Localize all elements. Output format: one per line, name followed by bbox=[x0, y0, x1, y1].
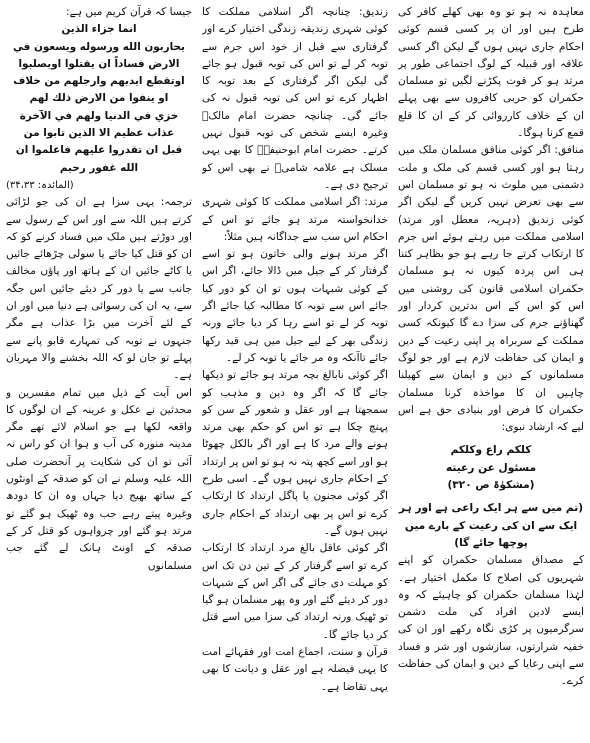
paragraph-murtad: مرتد: اگر اسلامی مملکت کا کوئی شہری خدانخواستہ مرتد ہو جائے تو اس کے احکام اس سب سے جداگانہ ہیں مثلاً: bbox=[202, 196, 388, 243]
quran-verse bbox=[6, 21, 192, 177]
paragraph: معاہدہ نہ ہو تو وہ بھی کھلے کافر کی طرح ہیں اور ان پر کسی قسم کوئی احکام جاری نہیں ہوں گے لیکن اگر کسی علاقہ اور قبیلہ کے لوگ اجتماعی طور پر مرتد ہو کر قوت پکڑنے لگیں تو مسلمان حکمران کو حربی کافروں سے بھی پہلے ان کے خلاف کارروائی کر کے ان کا قلع قمع کرنا ہوگا۔ bbox=[398, 6, 584, 140]
paragraph-tafsir: اس آیت کے ذیل میں تمام مفسرین و محدثین نے عکل و عرینہ کے ان لوگوں کا واقعہ لکھا ہے جو اسلام لائے تھے مگر مدینہ منورہ کی آب و ہوا ان کو راس نہ آئی تو ان کی شکایت پر آنحضرت صلی اللہ علیہ وسلم نے ان کو صدقہ کے اونٹوں کے ساتھ بھیج دیا جہاں وہ ان کا دودھ وغیرہ پیتے رہے جب وہ ٹھیک ہو گئے تو مرتد ہو گئے اور چرواہوں کو قتل کر کے صدقہ کے اونٹ ہانک لے گئے جب مسلمانوں bbox=[6, 386, 192, 572]
paragraph-minor: اگر کوئی نابالغ بچہ مرتد ہو جائے تو دیکھا جائے گا کہ اگر وہ دین و مذہب کو سمجھتا ہے اور عقل و شعور کے سن کو پہنچ چکا ہے تو اس کو حکم بھی مرتد ہونے والے مرد کا ہے اور اگر بالکل چھوٹا ہو اور اسے کچھ پتہ نہ ہو تو اس پر ارتداد کے احکام جاری نہیں ہوں گے۔ اسی طرح اگر کوئی مجنون یا پاگل ارتداد کا ارتکاب کرے تو اس پر بھی ارتداد کے احکام جاری نہیں ہوں گے۔ bbox=[202, 369, 388, 537]
paragraph-zindiq: زندیق: چنانچہ اگر اسلامی مملکت کا کوئی شہری زندیقہ زندگی اختیار کرے اور گرفتاری سے قبل از خود اس جرم سے توبہ کر لے تو اس کی توبہ قبول ہو جائے گی لیکن اگر گرفتاری کے بعد توبہ کا اظہار کرے تو اس کی توبہ قبول نہ کی جائے گی۔ چنانچہ حضرت امام مالکؒ وغیرہ ایسے شخص کی توبہ قبول نہیں کرتے۔ حضرت امام ابوحنیفہؒ کا بھی یہی مسلک ہے علامہ شامیؒ نے بھی اس کو ترجیح دی ہے۔ bbox=[202, 6, 388, 191]
paragraph-consensus: قرآن و سنت، اجماع امت اور فقہائے امت کا یہی فیصلہ ہے اور عقل و دیانت کا بھی یہی تقاضا ہے۔ bbox=[202, 645, 388, 693]
hadith-arabic bbox=[398, 442, 584, 494]
three-column-layout bbox=[6, 4, 584, 739]
paragraph-munafiq: منافق: اگر کوئی منافق مسلمان ملک میں رہتا ہو اور کسی قسم کی ملک و ملت دشمنی میں ملوث نہ ہو تو مسلمان اس سے بھی تعرض نہیں کریں گے لیکن اگر کوئی زندیق (دہریہ، معطل اور مرتد) اسلامی مملکت میں رہتے ہوئے اس جرم کا ارتکاب کرتے جا رہے ہو جو بظاہر کتنا ہی اس پردہ کیوں نہ ہو مسلمان حکمران اسلامی قانون کی روشنی میں اس کو اس کے اس بدترین کردار اور گھناؤنے جرم کی سزا دے گا کیونکہ کسی مملکت کے سربراہ پر اپنی رعیت کے دین و ایمان کی حفاظت لازم ہے اور جو لوگ مسلمانوں کے دین و ایمان سے کھیلنا چاہیں ان کا مواخذہ کرنا مسلمان حکمران کا فرض اور بنیادی حق ہے اس لیے کہ ارشاد نبوی: bbox=[398, 144, 584, 434]
column-middle bbox=[202, 4, 388, 739]
quran-reference: (المائدہ: ۳۴،۳۳) bbox=[6, 179, 74, 191]
paragraph-female: اگر مرتد ہونے والی خاتون ہو تو اسے گرفتار کر کے جیل میں ڈالا جائے، اگر اس کے کوئی شبہات ہوں تو ان کو دور کیا جائے اس سے توبہ کا مطالبہ کیا جائے اگر توبہ کر لے تو اسے رہا کر دیا جائے ورنہ زندگی بھر کے لیے جیل میں ہی قید رکھا جائے تاآنکہ وہ مر جائے یا توبہ کر لے۔ bbox=[202, 248, 388, 364]
column-right bbox=[398, 4, 584, 739]
quran-intro: جیسا کہ قرآن کریم میں ہے: bbox=[66, 6, 192, 18]
paragraph-closing: کے مصداق مسلمان حکمران کو اپنے شہریوں کی اصلاح کا مکمل اختیار ہے۔ لہٰذا مسلمان حکمران کو چاہیئے کہ وہ ایسے لادین افراد کی ملت دشمن سرگرمیوں پر کڑی نگاہ رکھے اور ان کی خفیہ شرارتوں، سازشوں اور شر و فساد سے اپنی رعایا کے دین و ایمان کی حفاظت کرے۔ bbox=[398, 554, 584, 688]
verse-line: الارض فساداً ان يقتلوا اويصلبوا bbox=[18, 57, 180, 70]
verse-line: اوتقطع ايديهم وارجلهم من خلاف bbox=[13, 75, 185, 88]
verse-line: انما جزاء الذين bbox=[61, 23, 137, 36]
verse-line: الله غفور رحيم bbox=[59, 161, 139, 174]
hadith-line: كلكم راع وكلكم bbox=[450, 444, 532, 457]
hadith-translation: (تم میں سے ہر ایک راعی ہے اور ہر ایک سے ان کی رعیت کے بارے میں پوچھا جائے گا) bbox=[398, 502, 584, 549]
hadith-line: مسئول عن رعيته bbox=[445, 461, 537, 474]
verse-line: عذاب عظيم الا الذين تابوا من bbox=[23, 127, 175, 140]
verse-line: قبل ان تقدروا عليهم فاعلموا ان bbox=[15, 144, 183, 157]
column-left bbox=[6, 4, 192, 739]
paragraph-translation: ترجمہ: یہی سزا ہے ان کی جو لڑائی کرتے ہیں اللہ سے اور اس کے رسول سے اور دوڑتے ہیں ملک میں فساد کرنے کو کہ ان کو قتل کیا جائے یا سولی چڑھائے جائیں یا کاٹے جائیں ان کے ہاتھ اور پاؤں مخالف جانب سے یا دور کر دیئے جائیں اس جگہ سے، یہ ان کی رسوائی ہے دنیا میں اور ان کے لئے آخرت میں بڑا عذاب ہے مگر جنہوں نے توبہ کی تمہارے قابو پانے سے پہلے تو جان لو کہ اللہ بخشنے والا مہربان ہے۔ bbox=[6, 196, 192, 382]
paragraph-adult: اگر کوئی عاقل بالغ مرد ارتداد کا ارتکاب کرے تو اسے گرفتار کر کے تین دن تک اس کو مہلت دی جائے گی اگر اس کے شبہات دور کر دیئے گئے اور وہ پھر مسلمان ہو گیا تو ٹھیک ورنہ ارتداد کی سزا میں اسے قتل کر دیا جائے گا۔ bbox=[202, 542, 388, 641]
verse-line: او ينفوا من الارض ذلك لهم bbox=[29, 92, 169, 105]
hadith-reference: (مشکوٰۃ ص ۳۲۰) bbox=[447, 479, 535, 492]
verse-line: يحاربون الله ورسوله ويسعون في bbox=[13, 40, 185, 53]
verse-line: خزي في الدنيا ولهم في الآخرة bbox=[19, 109, 179, 122]
